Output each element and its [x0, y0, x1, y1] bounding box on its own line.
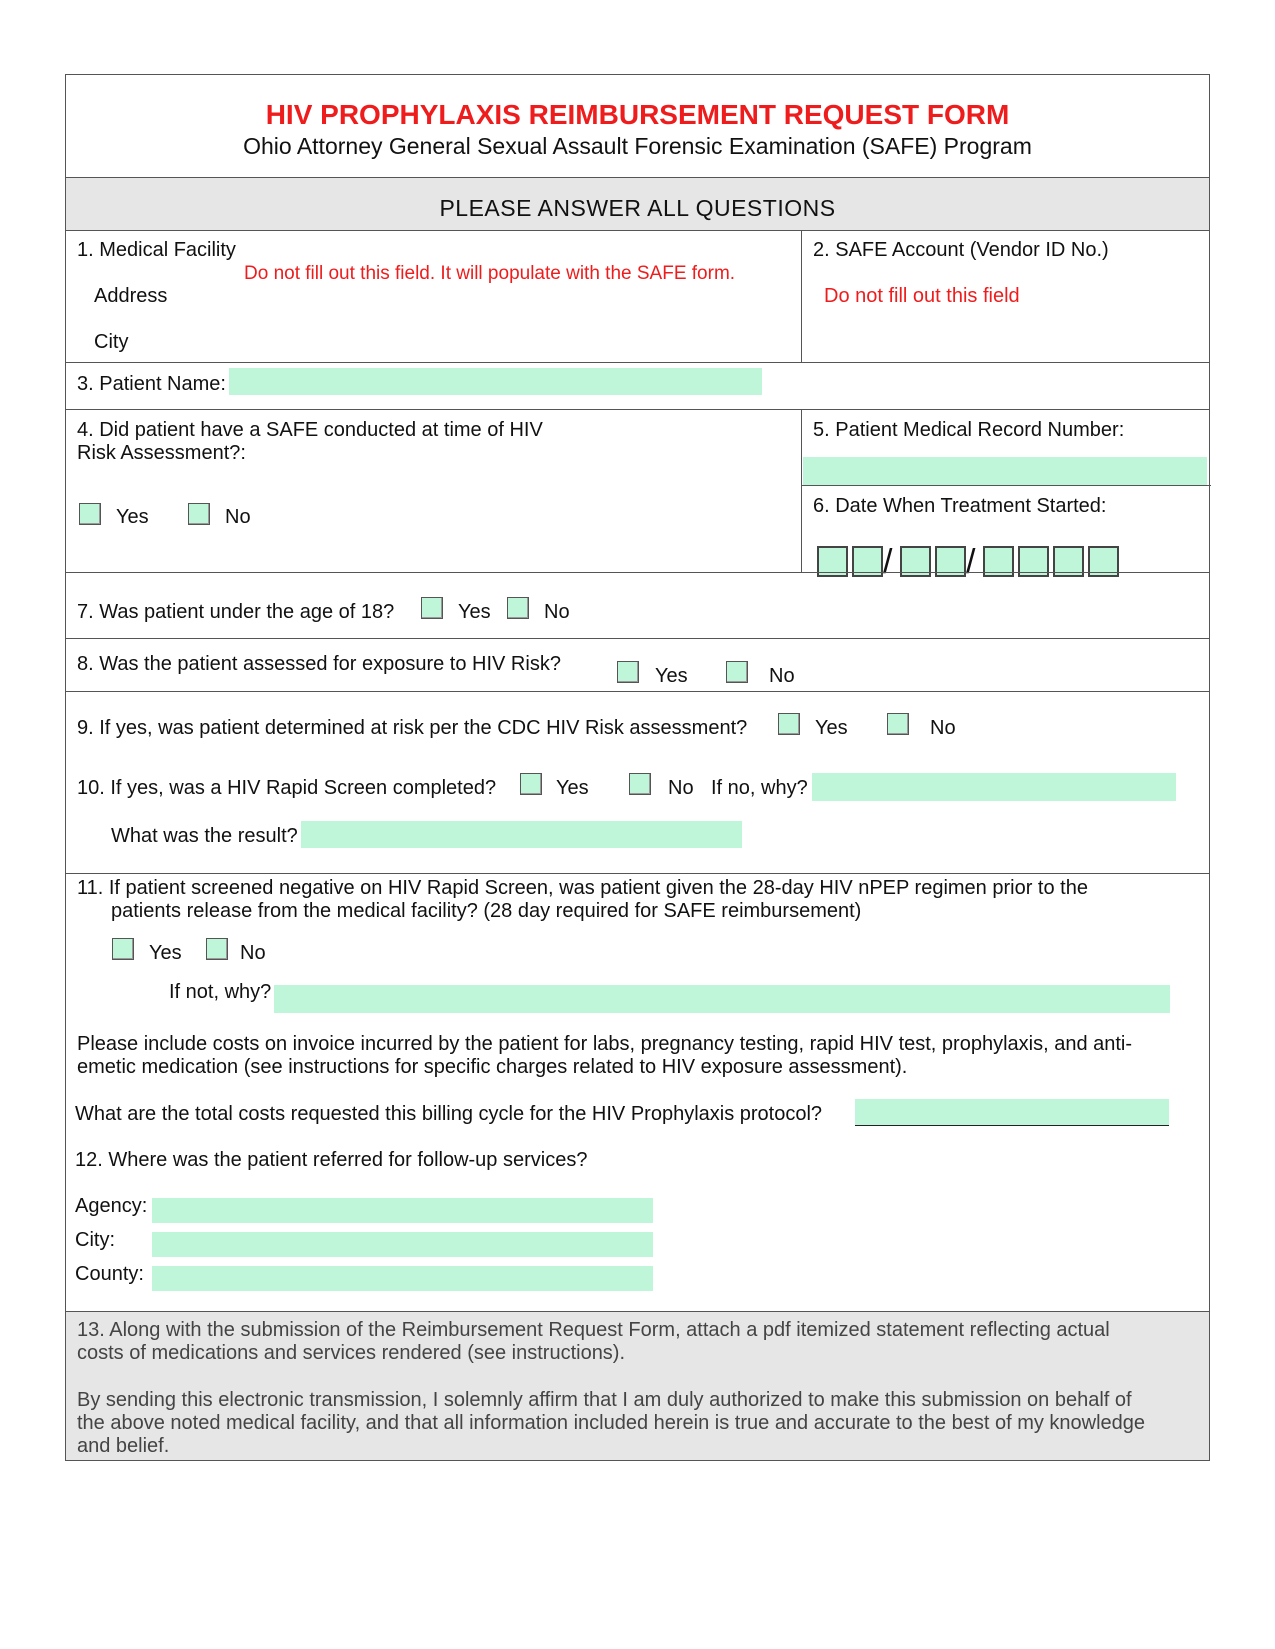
q1-address-label: Address: [94, 285, 168, 307]
q12-label: 12. Where was the patient referred for follow-up services?: [75, 1149, 588, 1171]
q4-yes-checkbox[interactable]: [79, 503, 101, 525]
city-field[interactable]: [152, 1232, 653, 1257]
q11-label-line2: patients release from the medical facility? (28 day required for SAFE reimbursement): [111, 900, 862, 922]
divider: [66, 409, 1209, 410]
q4-no-label: No: [225, 506, 251, 528]
q1-note: Do not fill out this field. It will populate with the SAFE form.: [244, 263, 736, 284]
q11-yes-checkbox[interactable]: [112, 938, 134, 960]
q5-label: 5. Patient Medical Record Number:: [813, 419, 1125, 441]
q7-no-checkbox[interactable]: [507, 597, 529, 619]
q7-yes-label: Yes: [458, 601, 491, 623]
q4-label-line2: Risk Assessment?:: [77, 442, 246, 464]
q13-line1: 13. Along with the submission of the Reimbursement Request Form, attach a pdf itemized statement reflecting actual: [77, 1319, 1110, 1341]
county-field[interactable]: [152, 1266, 653, 1291]
q13-line2: costs of medications and services rendered (see instructions).: [77, 1342, 626, 1364]
q3-label: 3. Patient Name:: [77, 373, 226, 395]
column-divider: [801, 230, 802, 362]
q11-why-label: If not, why?: [169, 981, 272, 1003]
banner-text: PLEASE ANSWER ALL QUESTIONS: [439, 195, 836, 221]
reimbursement-form: [65, 74, 1210, 1461]
q9-no-checkbox[interactable]: [887, 713, 909, 735]
column-divider: [801, 409, 802, 572]
form-title: HIV PROPHYLAXIS REIMBURSEMENT REQUEST FORM: [265, 99, 1010, 130]
q8-yes-checkbox[interactable]: [617, 661, 639, 683]
county-label: County:: [75, 1263, 144, 1285]
q11-label-line1: 11. If patient screened negative on HIV Rapid Screen, was patient given the 28-day HIV nPEP regimen prior to the: [77, 877, 1088, 899]
costs-instructions-line2: emetic medication (see instructions for specific charges related to HIV exposure assessment).: [77, 1056, 908, 1078]
q11-no-label: No: [240, 942, 266, 964]
affirmation-line1: By sending this electronic transmission, I solemnly affirm that I am duly authorized to make this submission on behalf of: [77, 1389, 1132, 1411]
patient-name-field[interactable]: [229, 368, 762, 395]
q2-label: 2. SAFE Account (Vendor ID No.): [813, 239, 1109, 261]
divider: [66, 873, 1209, 874]
q10-yes-label: Yes: [556, 777, 589, 799]
q1-label: 1. Medical Facility: [77, 239, 236, 261]
divider: [66, 572, 1209, 573]
q4-no-checkbox[interactable]: [188, 503, 210, 525]
q8-label: 8. Was the patient assessed for exposure to HIV Risk?: [77, 653, 561, 675]
q10-why-label: If no, why?: [711, 777, 808, 799]
agency-field[interactable]: [152, 1198, 653, 1223]
q8-yes-label: Yes: [655, 665, 688, 687]
q10-yes-checkbox[interactable]: [520, 773, 542, 795]
q8-no-label: No: [769, 665, 795, 687]
npep-why-field[interactable]: [274, 985, 1170, 1013]
divider: [66, 230, 1209, 231]
q7-no-label: No: [544, 601, 570, 623]
q10-result-label: What was the result?: [111, 825, 298, 847]
q7-yes-checkbox[interactable]: [421, 597, 443, 619]
q7-label: 7. Was patient under the age of 18?: [77, 601, 395, 623]
affirmation-line2: the above noted medical facility, and that all information included herein is true and accurate to the best of my knowledge: [77, 1412, 1146, 1434]
affirmation-line3: and belief.: [77, 1435, 170, 1457]
q4-yes-label: Yes: [116, 506, 149, 528]
city-label: City:: [75, 1229, 115, 1251]
total-costs-underline: [855, 1125, 1169, 1126]
rapid-screen-result-field[interactable]: [301, 821, 742, 848]
agency-label: Agency:: [75, 1195, 148, 1217]
q2-note: Do not fill out this field: [824, 285, 1020, 307]
divider: [66, 691, 1209, 692]
medical-record-number-field[interactable]: [803, 457, 1207, 485]
q4-label-line1: 4. Did patient have a SAFE conducted at time of HIV: [77, 419, 543, 441]
total-costs-label: What are the total costs requested this billing cycle for the HIV Prophylaxis protocol?: [75, 1103, 823, 1125]
q11-yes-label: Yes: [149, 942, 182, 964]
q10-no-label: No: [668, 777, 694, 799]
q9-label: 9. If yes, was patient determined at risk per the CDC HIV Risk assessment?: [77, 717, 748, 739]
costs-instructions-line1: Please include costs on invoice incurred by the patient for labs, pregnancy testing, rapid HIV test, prophylaxis, and anti-: [77, 1033, 1133, 1055]
date-separator: /: [883, 543, 893, 581]
date-separator: /: [966, 543, 976, 581]
form-subtitle: Ohio Attorney General Sexual Assault Forensic Examination (SAFE) Program: [243, 133, 1032, 159]
divider: [66, 362, 1209, 363]
total-costs-field[interactable]: [855, 1099, 1169, 1125]
q9-yes-label: Yes: [815, 717, 848, 739]
q11-no-checkbox[interactable]: [206, 938, 228, 960]
q1-city-label: City: [94, 331, 129, 353]
rapid-screen-why-field[interactable]: [812, 773, 1176, 801]
q10-label: 10. If yes, was a HIV Rapid Screen completed?: [77, 777, 497, 799]
q9-no-label: No: [930, 717, 956, 739]
divider: [801, 485, 1211, 486]
divider: [66, 638, 1209, 639]
q9-yes-checkbox[interactable]: [778, 713, 800, 735]
q10-no-checkbox[interactable]: [629, 773, 651, 795]
q6-label: 6. Date When Treatment Started:: [813, 495, 1107, 517]
q8-no-checkbox[interactable]: [726, 661, 748, 683]
